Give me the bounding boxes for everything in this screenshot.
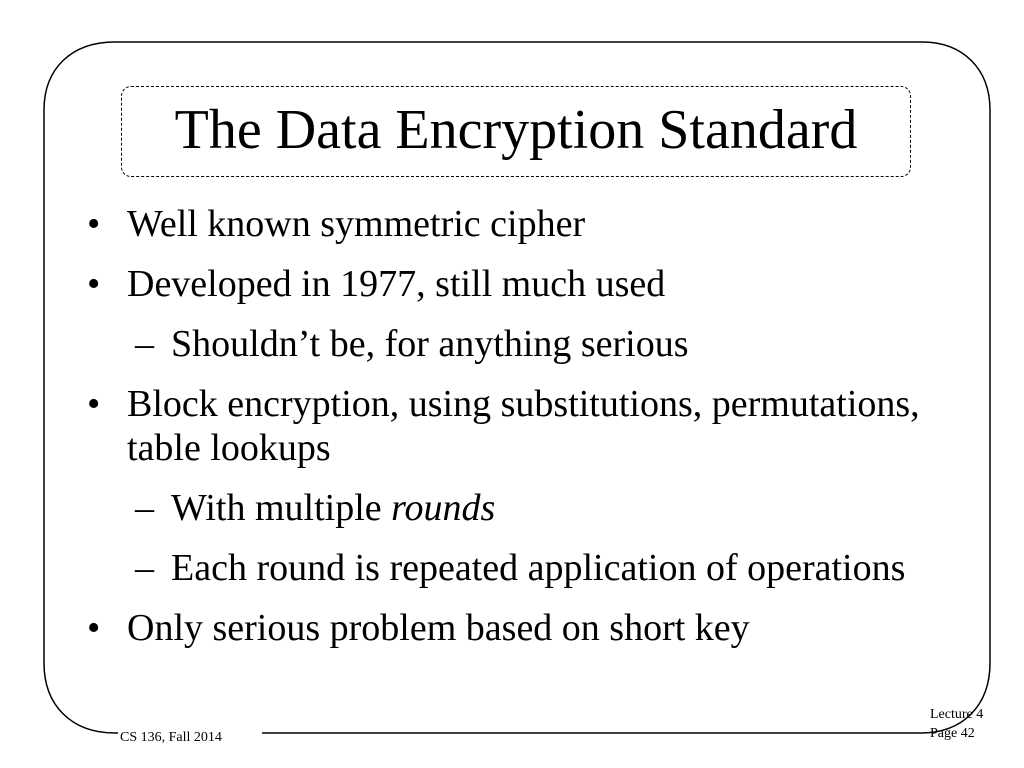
sub-bullet-marker: – [135,487,154,529]
sub-bullet-item [85,486,945,530]
bullet-item [85,382,945,470]
sub-bullet-marker: – [135,323,154,365]
sub-bullet-marker: – [135,547,154,589]
page-footer [930,705,983,743]
course-footer: CS 136, Fall 2014 [120,730,222,745]
bullet-text: Only serious problem based on short key [127,607,750,649]
bullet-list [85,202,945,666]
lecture-label: Lecture 4 [930,707,984,722]
emphasis-text: rounds [391,487,496,529]
bullet-text: Developed in 1977, still much used [127,263,666,305]
bullet-item [85,202,945,246]
slide-title: The Data Encryption Standard [174,99,858,161]
bullet-text: Block encryption, using substitutions, permutations, table lookups [127,383,920,469]
sub-bullet-item [85,322,945,366]
bullet-item [85,262,945,306]
bullet-marker: • [87,607,101,649]
sub-bullet-item [85,546,945,590]
sub-bullet-text: Each round is repeated application of operations [171,547,906,589]
sub-bullet-text: With multiple [171,487,392,529]
bullet-marker: • [87,203,101,245]
page-number: Page 42 [930,726,975,741]
bullet-marker: • [87,263,101,305]
sub-bullet-text: Shouldn’t be, for anything serious [171,323,689,365]
bullet-marker: • [87,383,101,425]
title-box [121,86,911,177]
bullet-item [85,606,945,650]
bullet-text: Well known symmetric cipher [127,203,586,245]
